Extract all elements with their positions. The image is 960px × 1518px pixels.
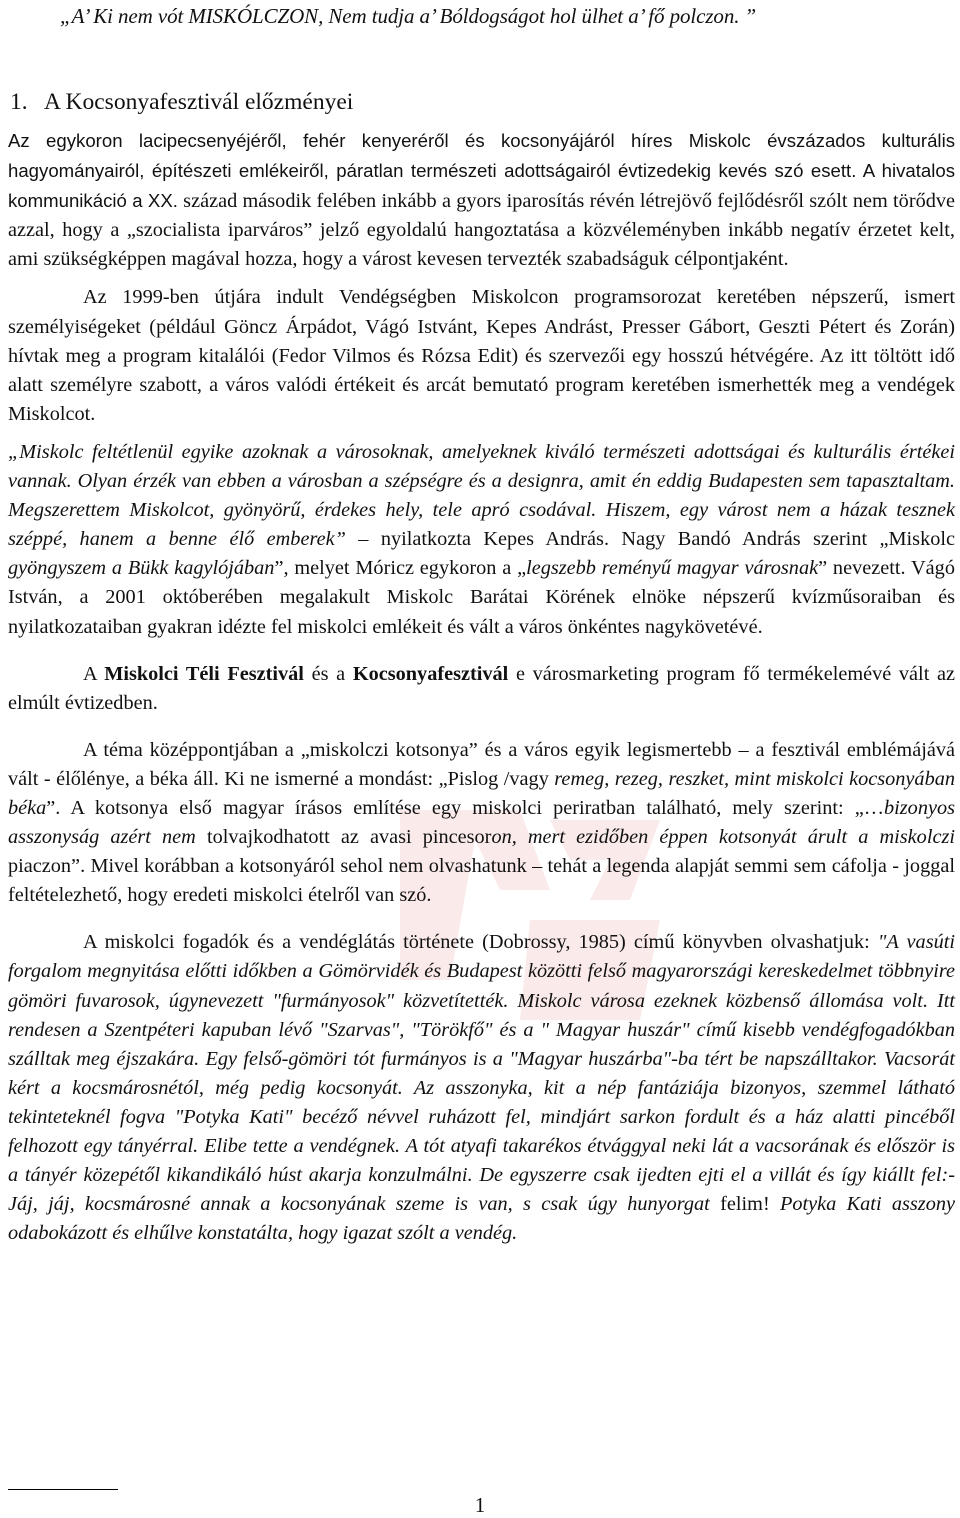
winter-festival-name: Miskolci Téli Fesztivál	[104, 662, 304, 685]
paragraph-3	[8, 438, 955, 642]
page-number: 1	[474, 1493, 486, 1517]
paragraph-6	[8, 928, 955, 1248]
paragraph-4-text: A	[83, 662, 105, 685]
section-title: A Kocsonyafesztivál előzményei	[43, 89, 354, 115]
paragraph-3-text: ”, melyet Móricz egykoron a „	[274, 557, 527, 580]
section-heading	[10, 89, 955, 116]
paragraph-6-text: felim!	[709, 1193, 781, 1216]
court-record-quote: on, mert ezidőben éppen kotsonyát árult a miskolczi	[491, 826, 955, 849]
paragraph-2: Az 1999-ben útjára indult Vendégségben Miskolcon programsorozat keretében népszerű, ismert személyiségeket (például Göncz Árpádot, Vágó Istvánt, Kepes Andrást, Presser Gábort, Geszti Pétert és Zorán) hívtak meg a program kitalálói (Fedor Vilmos és Rózsa Edit) és szervezői egy hosszú hétvégére. Az itt töltött idő alatt személyre szabott, a város valódi értékeit és arcát bemutató program keretében ismerhették meg a vendégek Miskolcot.	[8, 286, 955, 425]
dobrossy-quote-end: Potyka Kati asszony odabokázott és elhűlve konstatálta, hogy igazat szólt a vendég.	[8, 1193, 955, 1245]
kepes-quote: „Miskolc feltétlenül egyike azoknak a városoknak, amelyeknek kiváló természeti adottságai és kulturális értékei vannak. Olyan érzék van ebben a városban a szépségre és a designra, amit én eddig Budapesten sem tapasztaltam. Megszerettem Miskolcot, gyönyörű, érdekes hely, tele apró csodával. Hiszem, egy várost nem a házak tesznek széppé, hanem a benne élő emberek”	[8, 440, 955, 551]
document-page	[8, 0, 955, 1248]
court-record-quote: bizonyos asszonyság azért nem	[8, 796, 955, 849]
paragraph-5-text: ”. A kotsonya első magyar írásos említése egy miskolci periratban található, mely szerint: „…	[46, 796, 885, 819]
paragraph-5-text: tolvajkodhatott az avasi pincesor	[195, 826, 492, 849]
paragraph-5-text: A téma középpontjában a „miskolczi kotsonya” és a város egyik legismertebb – a fesztivál emblémájává vált - élőlénye, a béka áll. Ki ne ismerné a mondást: „Pislog /vagy	[8, 738, 955, 790]
paragraph-4	[8, 660, 955, 718]
kocsonya-festival-name: Kocsonyafesztivál	[352, 662, 509, 685]
section-number: 1.	[10, 89, 28, 115]
paragraph-4-text: e városmarketing program fő termékelemévé vált az elmúlt évtizedben.	[8, 662, 956, 714]
paragraph-5-text: piaczon”. Mivel korábban a kotsonyáról sehol nem olvashatunk – tehát a legenda alapját semmi sem cáfolja - joggal feltételezhető, hogy eredeti miskolci ételről van szó.	[8, 855, 955, 907]
paragraph-3-text: – nyilatkozta Kepes András. Nagy Bandó András szerint „Miskolc	[345, 528, 955, 551]
saying-quote: remeg, rezeg, reszket, mint miskolci kocsonyában béka	[8, 767, 955, 819]
paragraph-4-text: és a	[303, 662, 353, 685]
moricz-quote: legszebb reményű magyar városnak	[526, 557, 819, 580]
paragraph-5	[8, 736, 955, 911]
nagy-bando-quote: gyöngyszem a Bükk kagylójában	[8, 557, 275, 580]
paragraph-1-sans-part: Az egykoron lacipecsenyéjéről, fehér kenyeréről és kocsonyájáról híres Miskolc évszázados kulturális hagyományairól, építészeti emlékeiről, páratlan természeti adottságairól évtizedekig kevés szó esett. A hivatalos kommunikáció a XX.	[8, 130, 955, 212]
epigraph: „A’ Ki nem vót MISKÓLCZON, Nem tudja a’ Bóldogságot hol ülhet a’ fő polczon. ”	[60, 4, 757, 28]
paragraph-1-serif-part: század második felében inkább a gyors iparosítás révén létrejövő fejlődésről szólt nem törődve azzal, hogy a „szocialista iparváros” jelző egyoldalú hangoztatása a közvéleményben inkább negatív érzetet kelt, ami szükségképpen magával hozza, hogy a várost kevesen tervezték szabadságuk célpontjaként.	[8, 190, 955, 271]
paragraph-3-text: ” nevezett. Vágó István, a 2001 októberében megalakult Miskolc Barátai Körének elnöke népszerű kvízműsoraiban és nyilatkozataiban gyakran idézte fel miskolci emlékeit és vált a város önkéntes nagykövetévé.	[8, 557, 955, 638]
footer-divider	[8, 1489, 118, 1490]
paragraph-6-text: A miskolci fogadók és a vendéglátás története (Dobrossy, 1985) című könyvben olvashatjuk:	[83, 931, 878, 954]
dobrossy-quote: "A vasúti forgalom megnyitása előtti időkben a Gömörvidék és Budapest közötti felső magyarországi kereskedelmet többnyire gömöri fuvarosok, úgynevezett "furmányosok" közvetítették. Miskolc városa ezeknek közbenső állomása volt. Itt rendesen a Szentpéteri kapuban lévő "Szarvas", "Törökfő" és a " Magyar huszár" című kisebb vendégfogadókban szálltak meg éjszakára. Egy felső-gömöri tót furmányos is a "Magyar huszárba"-ba tért be napszálltakor. Vacsorát kért a kocsmárosnétól, még pedig kocsonyát. Az asszonyka, kit a nép fantáziája bizonyos, szemmel látható tekinteteknél fogva "Potyka Kati" becéző névvel ruházott fel, mindjárt sarkon fordult és a ház alatti pincéből felhozott egy tányérral. Elibe tette a vendégnek. A tót atyafi takarékos étvággyal neki lát a vacsorának és először is a tányér közepétől kikandikáló húst akarja konzulmálni. De egyszerre csak ijedten ejti el a villát és így kiállt fel:- Jáj, jáj, kocsmárosné annak a kocsonyának szeme is van, s csak úgy hunyorgat	[8, 931, 955, 1216]
paragraph-1	[8, 126, 955, 274]
